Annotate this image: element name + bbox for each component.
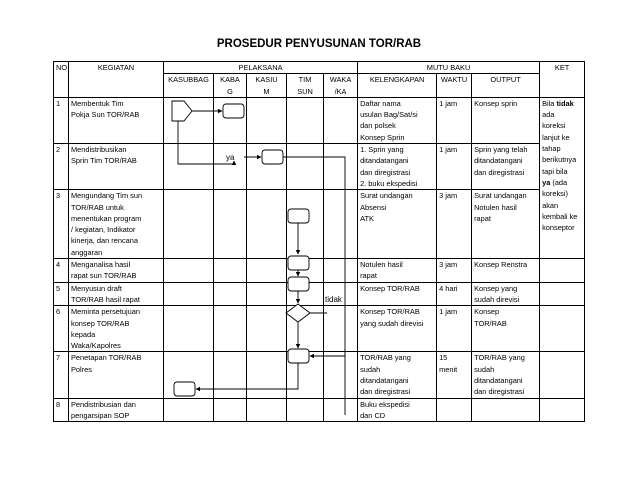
row-kegiatan: Mendistribusikan Sprin Tim TOR/RAB: [69, 144, 164, 190]
cell-kasubbag: [164, 306, 214, 352]
header-ket: KET: [540, 62, 585, 98]
row-no: 6: [54, 306, 69, 352]
row-no: 4: [54, 259, 69, 283]
table-row: [54, 259, 585, 283]
cell-kasium: [247, 352, 287, 398]
ket-empty: [540, 259, 585, 283]
cell-wakaka: [324, 352, 358, 398]
row-output: Konsep TOR/RAB: [472, 306, 540, 352]
row-kelengkapan: Notulen hasil rapat: [358, 259, 437, 283]
row-kegiatan: Menyusun draft TOR/RAB hasil rapat: [69, 282, 164, 306]
header-mutu-baku: MUTU BAKU: [358, 62, 540, 74]
cell-kasubbag: [164, 282, 214, 306]
row-waktu: 15 menit: [437, 352, 472, 398]
ket-empty: [540, 398, 585, 422]
cell-wakaka: [324, 398, 358, 422]
header-pelaksana: PELAKSANA: [164, 62, 358, 74]
cell-kabag: [214, 306, 247, 352]
cell-kabag: [214, 259, 247, 283]
cell-kasubbag: [164, 190, 214, 259]
cell-kabag: [214, 398, 247, 422]
row-no: 5: [54, 282, 69, 306]
row-output: Sprin yang telah ditandatangani dan diregistrasi: [472, 144, 540, 190]
row-kegiatan: Penetapan TOR/RAB Polres: [69, 352, 164, 398]
row-no: 7: [54, 352, 69, 398]
row-kelengkapan: 1. Sprin yang ditandatangani dan diregistrasi 2. buku ekspedisi: [358, 144, 437, 190]
cell-timsun: [287, 259, 324, 283]
cell-kasubbag: [164, 352, 214, 398]
cell-wakaka: [324, 259, 358, 283]
table-row: [54, 282, 585, 306]
cell-kabag: [214, 190, 247, 259]
header-timsun: TIM SUN: [287, 74, 324, 98]
cell-kasubbag: [164, 144, 214, 190]
row-kelengkapan: Daftar nama usulan Bag/Sat/si dan polsek Konsep Sprin: [358, 97, 437, 143]
cell-wakaka: [324, 144, 358, 190]
row-kegiatan: Mengundang Tim sun TOR/RAB untuk menentukan program / kegiatan, Indikator kinerja, dan rencana anggaran: [69, 190, 164, 259]
cell-kabag: [214, 144, 247, 190]
header-kegiatan: KEGIATAN: [69, 62, 164, 98]
row-output: [472, 398, 540, 422]
ket-prefix: Bila: [542, 98, 557, 108]
row-kelengkapan: Konsep TOR/RAB yang sudah direvisi: [358, 306, 437, 352]
cell-timsun: [287, 306, 324, 352]
ket-tidak: tidak: [556, 98, 574, 108]
cell-kasium: [247, 398, 287, 422]
table-row: [54, 306, 585, 352]
row-kelengkapan: Buku ekspedisi dan CD: [358, 398, 437, 422]
row-kelengkapan: Surat undangan Absensi ATK: [358, 190, 437, 259]
cell-wakaka: [324, 306, 358, 352]
cell-kasubbag: [164, 97, 214, 143]
row-waktu: [437, 398, 472, 422]
row-waktu: 3 jam: [437, 259, 472, 283]
row-kegiatan: Membentuk Tim Pokja Sun TOR/RAB: [69, 97, 164, 143]
cell-timsun: [287, 144, 324, 190]
ket-ya: ya: [542, 177, 551, 187]
flow-label-tidak: tidak: [325, 295, 342, 304]
cell-timsun: [287, 97, 324, 143]
cell-timsun: [287, 282, 324, 306]
row-output: Konsep sprin: [472, 97, 540, 143]
table-row: [54, 398, 585, 422]
row-output: Konsep yang sudah direvisi: [472, 282, 540, 306]
cell-kasium: [247, 190, 287, 259]
cell-timsun: [287, 352, 324, 398]
cell-kabag: [214, 352, 247, 398]
table-row: [54, 144, 585, 190]
header-no: NO: [54, 62, 69, 98]
procedure-table: [53, 61, 585, 422]
ket-empty: [540, 352, 585, 398]
cell-wakaka: [324, 282, 358, 306]
ket-suffix: (ada koreksi) akan kembali ke konseptor: [542, 177, 578, 233]
header-wakaka: WAKA /KA: [324, 74, 358, 98]
header-kelengkapan: KELENGKAPAN: [358, 74, 437, 98]
row-waktu: 3 jam: [437, 190, 472, 259]
row-no: 3: [54, 190, 69, 259]
row-waktu: 4 hari: [437, 282, 472, 306]
row-waktu: 1 jam: [437, 97, 472, 143]
cell-kasium: [247, 259, 287, 283]
ket-mid: ada koreksi lanjut ke tahap berikutnya tapi bila: [542, 110, 577, 176]
cell-kasubbag: [164, 398, 214, 422]
row-kegiatan: Meminta persetujuan konsep TOR/RAB kepada Waka/Kapolres: [69, 306, 164, 352]
row-kelengkapan: Konsep TOR/RAB: [358, 282, 437, 306]
row-waktu: 1 jam: [437, 306, 472, 352]
row-output: Konsep Renstra: [472, 259, 540, 283]
cell-kasium: [247, 97, 287, 143]
cell-kabag: [214, 282, 247, 306]
cell-wakaka: [324, 190, 358, 259]
cell-kasium: [247, 282, 287, 306]
cell-wakaka: [324, 97, 358, 143]
header-output: OUTPUT: [472, 74, 540, 98]
ket-empty: [540, 306, 585, 352]
cell-timsun: [287, 190, 324, 259]
row-output: Surat undangan Notulen hasil rapat: [472, 190, 540, 259]
ket-empty: [540, 282, 585, 306]
header-kabag: KABA G: [214, 74, 247, 98]
header-row-1: [54, 62, 585, 74]
table-row: [54, 190, 585, 259]
table-row: [54, 352, 585, 398]
page-title: PROSEDUR PENYUSUNAN TOR/RAB: [216, 38, 422, 50]
row-waktu: 1 jam: [437, 144, 472, 190]
cell-kabag: [214, 97, 247, 143]
table-row: [54, 97, 585, 143]
header-kasium: KASIU M: [247, 74, 287, 98]
flow-label-ya: ya: [226, 153, 235, 162]
row-kelengkapan: TOR/RAB yang sudah ditandatangani dan diregistrasi: [358, 352, 437, 398]
row-no: 2: [54, 144, 69, 190]
cell-kasium: [247, 144, 287, 190]
ket-cell: [540, 97, 585, 258]
cell-kasium: [247, 306, 287, 352]
row-kegiatan: Pendistribusian dan pengarsipan SOP: [69, 398, 164, 422]
row-no: 1: [54, 97, 69, 143]
row-output: TOR/RAB yang sudah ditandatangani dan diregistrasi: [472, 352, 540, 398]
header-waktu: WAKTU: [437, 74, 472, 98]
cell-kasubbag: [164, 259, 214, 283]
row-kegiatan: Menganalisa hasil rapat sun TOR/RAB: [69, 259, 164, 283]
row-no: 8: [54, 398, 69, 422]
cell-timsun: [287, 398, 324, 422]
header-kasubbag: KASUBBAG: [164, 74, 214, 98]
